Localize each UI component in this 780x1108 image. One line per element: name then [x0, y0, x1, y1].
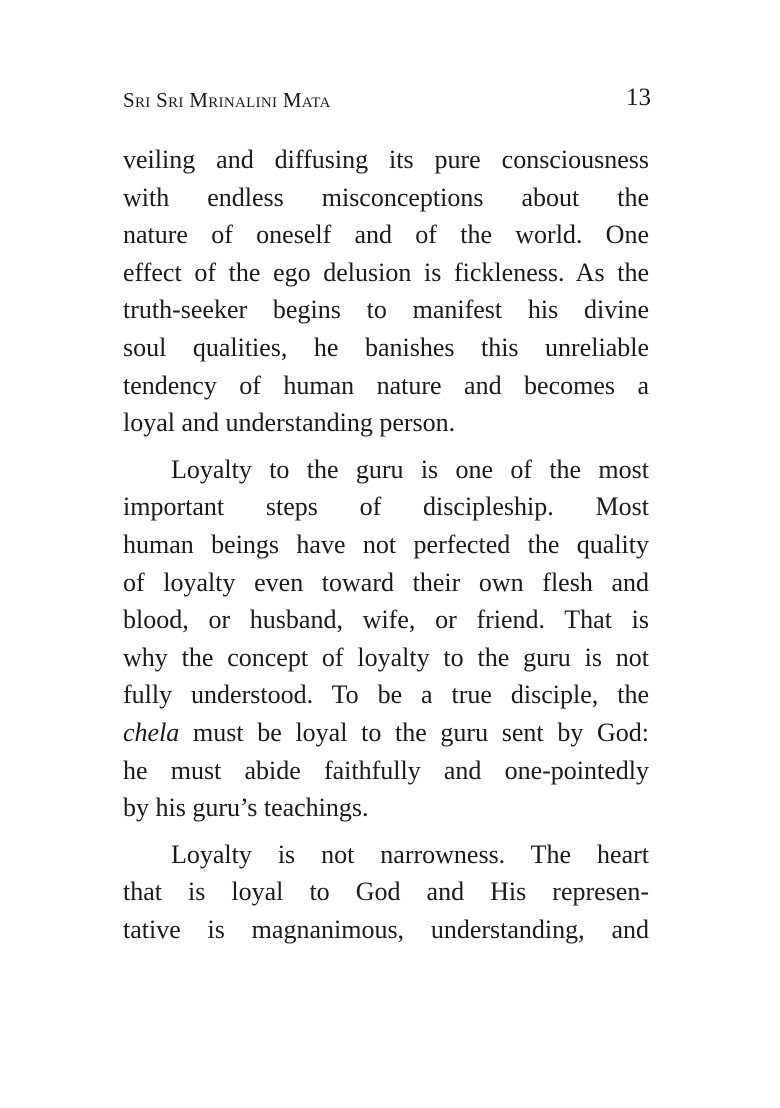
- text-line: veiling and diffusing its pure consciousness: [123, 145, 649, 174]
- text-line: with endless misconceptions about the: [123, 182, 649, 212]
- italic-term: chela: [123, 717, 180, 747]
- text-line: important steps of discipleship. Most: [123, 492, 649, 522]
- text-line: fully understood. To be a true disciple, the: [123, 680, 649, 710]
- page-number: 13: [626, 84, 651, 111]
- text-line-rest: must be loyal to the guru sent by God:: [179, 717, 649, 747]
- text-line: blood, or husband, wife, or friend. That is: [123, 605, 649, 635]
- text-line: of loyalty even toward their own flesh and: [123, 567, 649, 597]
- text-line: human beings have not perfected the quality: [123, 529, 649, 559]
- text-line: [123, 714, 649, 752]
- text-line: why the concept of loyalty to the guru is not: [123, 642, 649, 672]
- text-line: he must abide faithfully and one-pointedly: [123, 755, 649, 785]
- text-line: effect of the ego delusion is fickleness. As the: [123, 257, 649, 287]
- text-line: soul qualities, he banishes this unreliable: [123, 332, 649, 362]
- text-line: tendency of human nature and becomes a: [123, 370, 649, 400]
- paragraph-3: [123, 836, 649, 949]
- text-line: tative is magnanimous, understanding, and: [123, 914, 649, 944]
- text-line: that is loyal to God and His represen-: [123, 877, 649, 907]
- text-line: truth-seeker begins to manifest his divine: [123, 295, 649, 325]
- running-head: [123, 84, 653, 118]
- running-title: Sri Sri Mrinalini Mata: [123, 88, 331, 112]
- paragraph-1: [123, 141, 649, 442]
- text-line: Loyalty to the guru is one of the most: [171, 454, 649, 484]
- text-line: loyal and understanding person.: [123, 408, 456, 438]
- text-line: nature of oneself and of the world. One: [123, 220, 649, 250]
- body-text: [123, 141, 649, 948]
- text-line: Loyalty is not narrowness. The heart: [171, 839, 649, 869]
- text-line: by his guru’s teachings.: [123, 793, 369, 823]
- paragraph-2: [123, 451, 649, 827]
